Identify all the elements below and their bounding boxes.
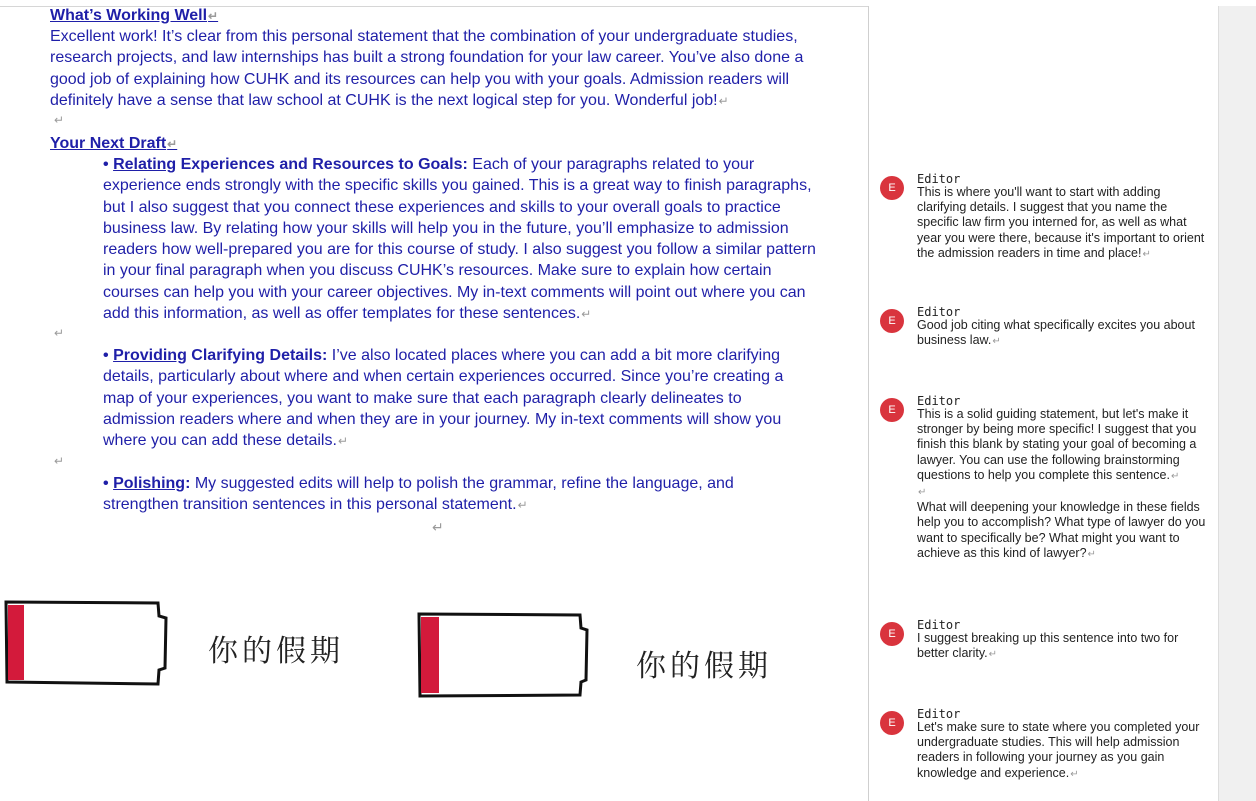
comment-text: Good job citing what specifically excites you about business law.↵ bbox=[917, 318, 1195, 348]
comment-author: Editor bbox=[917, 394, 961, 408]
bullet-polishing: • Polishing: My suggested edits will help to polish the grammar, refine the language, and strengthen transition sentences in this personal statement.↵ bbox=[103, 475, 734, 514]
avatar: E bbox=[880, 398, 904, 422]
heading-whats-working-well: What’s Working Well↵ bbox=[50, 7, 219, 24]
battery-fill-level bbox=[421, 617, 439, 693]
bullet-providing: • Providing Clarifying Details: I’ve also located places where you can add a bit more clarifying details, particularly about where and when certain experiences occurred. Since you’re creating a map of your experiences, you want to make sure that each paragraph clearly delineates to admission readers where and when they are in your journey. My in-text comments will show you where you can add these details.↵ bbox=[103, 347, 784, 450]
comment-text: This is where you'll want to start with adding clarifying details. I suggest that you name the specific law firm you interned for, as well as what year you were there, because it's important to orient the admission readers in time and place!↵ bbox=[917, 185, 1205, 260]
comment-author: Editor bbox=[917, 172, 961, 186]
low-battery-icon bbox=[415, 610, 590, 700]
heading-your-next-draft: Your Next Draft↵ bbox=[50, 135, 178, 152]
comment-text: This is a solid guiding statement, but let's make it stronger by being more specific! I suggest that you finish this blank by stating your goal of becoming a lawyer. You can use the following brainstorming questions to help you complete this sentence.↵ ↵ What will deepening your knowledge in these fields help you to accomplish? What type of lawyer do you want to specifically be? What might you want to achieve as this kind of lawyer?↵ bbox=[917, 407, 1206, 560]
sticker-caption: 你的假期 bbox=[208, 634, 344, 669]
low-battery-icon bbox=[2, 598, 172, 688]
comment-text: I suggest breaking up this sentence into two for better clarity.↵ bbox=[917, 631, 1179, 661]
empty-paragraph-mark: ↵ bbox=[54, 326, 65, 340]
paragraph-working-well: Excellent work! It’s clear from this personal statement that the combination of your undergraduate studies, research projects, and law internships has built a strong foundation for your law career. You’ve also done a good job of explaining how CUHK and its resources can help you with your goals. Admission readers will definitely have a sense that law school at CUHK is the next logical step for you. Wonderful job!↵ bbox=[50, 28, 804, 109]
comment-author: Editor bbox=[917, 707, 961, 721]
comment-text: Let's make sure to state where you completed your undergraduate studies. This will help admission readers in following your journey as you gain knowledge and experience.↵ bbox=[917, 720, 1200, 780]
avatar: E bbox=[880, 176, 904, 200]
comment-author: Editor bbox=[917, 305, 961, 319]
avatar: E bbox=[880, 309, 904, 333]
sticker-caption: 你的假期 bbox=[636, 649, 772, 684]
avatar: E bbox=[880, 622, 904, 646]
empty-paragraph-mark: ↵ bbox=[54, 113, 65, 127]
vertical-scrollbar[interactable] bbox=[1218, 6, 1256, 801]
bullet-relating: • Relating Experiences and Resources to Goals: Each of your paragraphs related to your experience ends strongly with the specific skills you gained. This is a great way to finish paragraphs, but I also suggest that you connect these experiences and skills to your overall goals to practice business law. By relating how your skills will help you in the future, you’ll emphasize to admission readers how well-prepared you are for this course of study. I also suggest you follow a similar pattern in your final paragraph when you discuss CUHK’s resources. Make sure to explain how certain courses can help you with your career objectives. My in-text comments will point out where you can add this information, as well as offer templates for these sentences.↵ bbox=[103, 156, 816, 323]
comment-author: Editor bbox=[917, 618, 961, 632]
battery-fill-level bbox=[8, 605, 24, 680]
empty-paragraph-mark: ↵ bbox=[432, 519, 444, 535]
avatar: E bbox=[880, 711, 904, 735]
empty-paragraph-mark: ↵ bbox=[54, 454, 65, 468]
